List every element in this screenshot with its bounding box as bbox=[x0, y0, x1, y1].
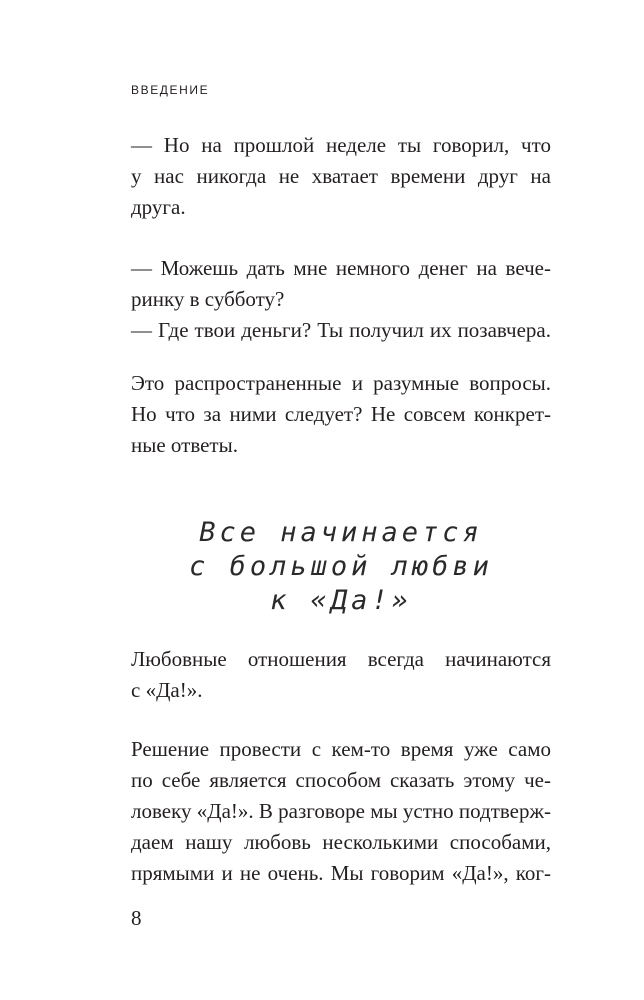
running-head: ВВЕДЕНИЕ bbox=[131, 83, 210, 97]
text-line: даем нашу любовь несколькими способами, bbox=[131, 830, 551, 854]
handwritten-line: с большой любви bbox=[189, 551, 493, 582]
handwritten-line: Все начинается bbox=[199, 517, 483, 548]
text-line: Решение провести с кем-то время уже само bbox=[131, 737, 551, 761]
paragraph-1 bbox=[131, 130, 551, 223]
text-line: у нас никогда не хватает времени друг на bbox=[131, 164, 551, 188]
paragraph-4 bbox=[131, 644, 551, 706]
text-line: по себе является способом сказать этому че- bbox=[131, 768, 551, 792]
handwritten-heading bbox=[131, 516, 551, 618]
text-line: с «Да!». bbox=[131, 678, 203, 702]
text-line: ринку в субботу? bbox=[131, 287, 285, 311]
text-line: Это распространенные и разумные вопросы. bbox=[131, 371, 551, 395]
text-line: — Где твои деньги? Ты получил их позавчера. bbox=[131, 318, 551, 342]
text-line: Но что за ними следует? Не совсем конкрет- bbox=[131, 402, 551, 426]
text-line: друга. bbox=[131, 195, 186, 219]
text-line: прямыми и не очень. Мы говорим «Да!», ког- bbox=[131, 861, 551, 885]
paragraph-3 bbox=[131, 368, 551, 461]
paragraph-5 bbox=[131, 734, 551, 889]
text-line: ные ответы. bbox=[131, 433, 238, 457]
text-line: — Можешь дать мне немного денег на вече- bbox=[131, 256, 551, 280]
paragraph-2 bbox=[131, 253, 551, 346]
handwritten-line: к «Да!» bbox=[270, 585, 412, 616]
text-line: ловеку «Да!». В разговоре мы устно подтверж- bbox=[131, 799, 551, 823]
text-line: — Но на прошлой неделе ты говорил, что bbox=[131, 133, 551, 157]
page-number: 8 bbox=[131, 906, 142, 930]
text-line: Любовные отношения всегда начинаются bbox=[131, 647, 551, 671]
